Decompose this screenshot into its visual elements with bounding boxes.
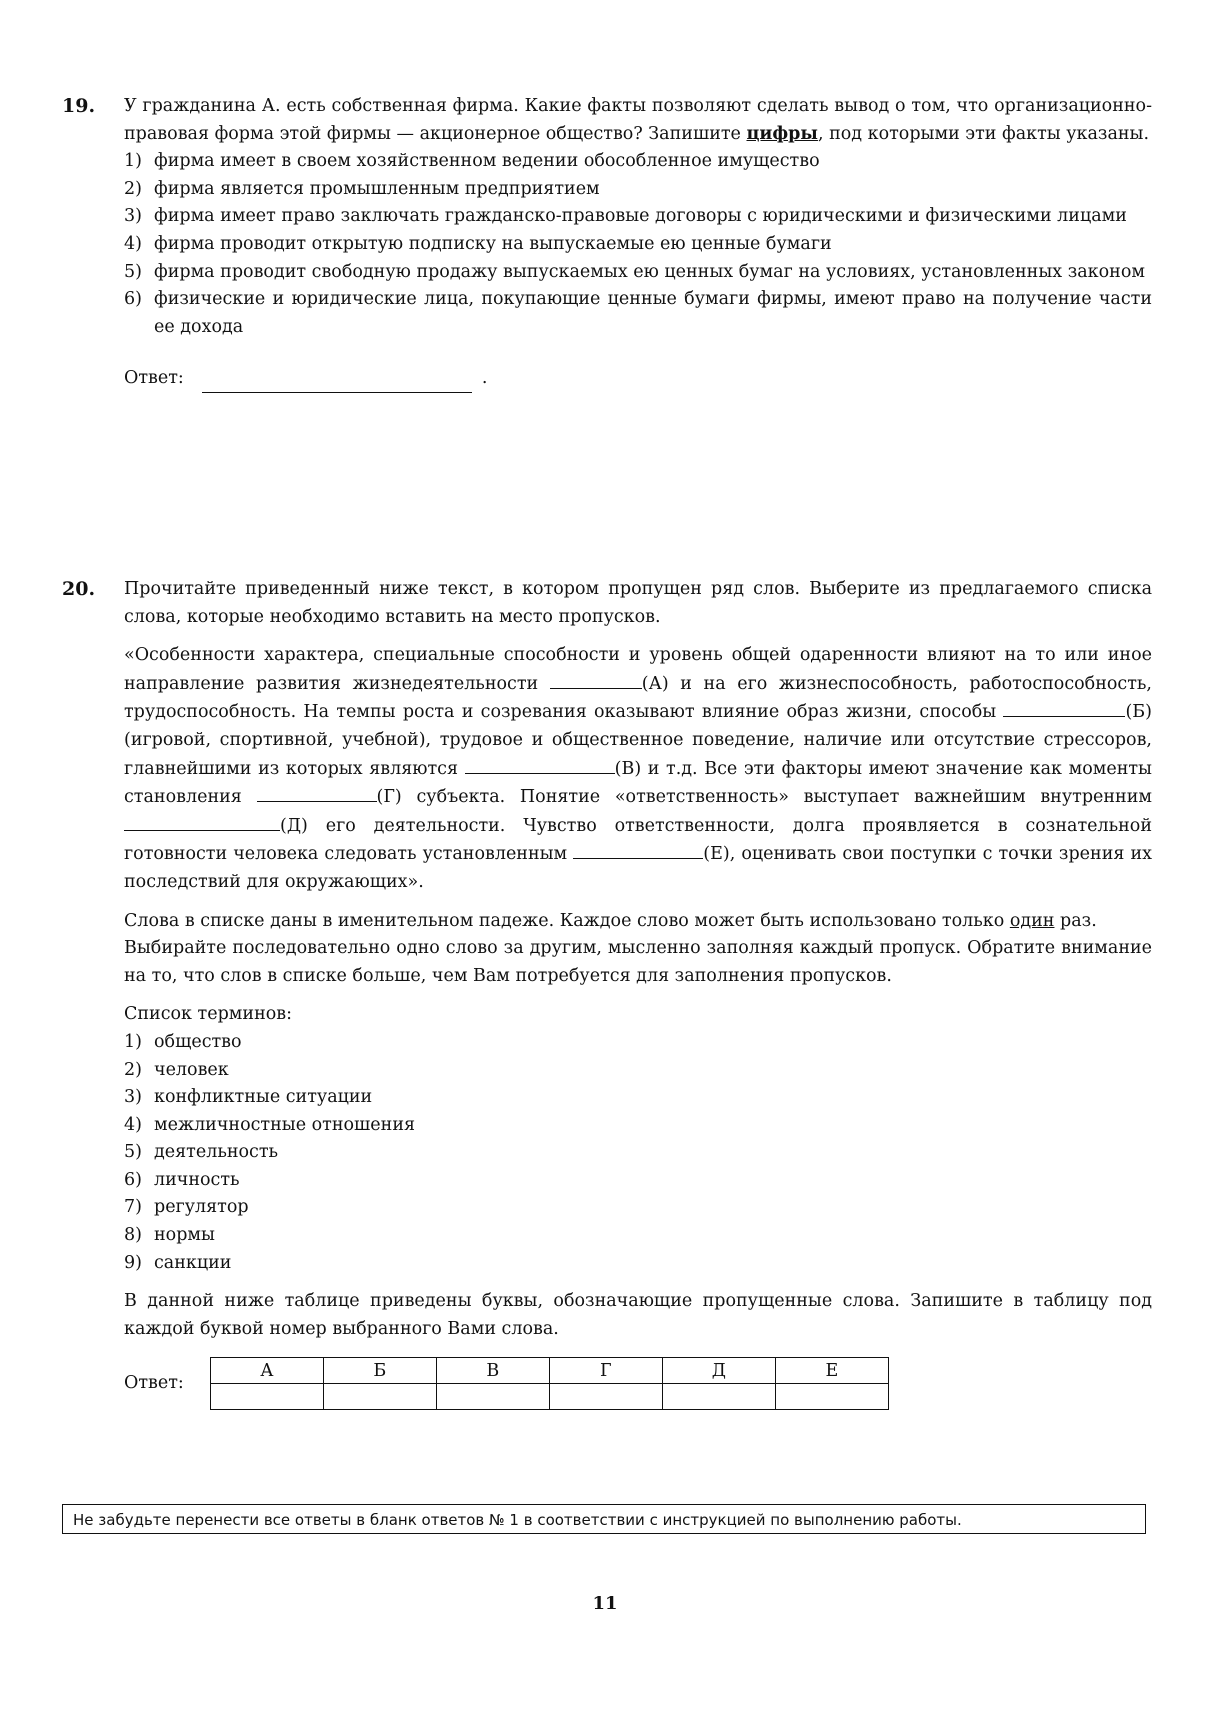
term-number: 5) (124, 1142, 142, 1163)
option-item (124, 231, 1152, 259)
blank-d[interactable] (124, 812, 280, 831)
question-20 (62, 576, 1152, 1410)
term-number: 1) (124, 1031, 142, 1052)
term-item (124, 1029, 1152, 1057)
blank-label: (Е) (703, 844, 730, 865)
answer-table (210, 1357, 889, 1410)
term-item (124, 1250, 1152, 1278)
term-number: 6) (124, 1169, 142, 1190)
option-item (124, 176, 1152, 204)
answer-table-inputs (210, 1384, 888, 1410)
option-number: 2) (124, 178, 142, 199)
term-text: санкции (154, 1252, 232, 1273)
instruction-text: Выбирайте последовательно одно слово за другим, мысленно заполняя каждый пропуск. Обратите внимание на то, что слов в списке больше, чем Вам потребуется для заполнения пропусков. (124, 938, 1152, 986)
answer-label: Ответ: (124, 1373, 184, 1394)
question-19 (62, 93, 1152, 393)
term-item (124, 1057, 1152, 1085)
passage-part: его деятельности. Чувство ответственности, долга проявляется в сознательной готовности человека следовать установленным (124, 815, 1152, 865)
answer-label: Ответ: (124, 368, 184, 389)
answer-cell-g[interactable] (549, 1384, 662, 1410)
answer-dot: . (481, 368, 488, 389)
passage-part: и на его жизнеспособность, работоспособность, трудоспособность. На темпы роста и созревания оказывают влияние образ жизни, способы (124, 673, 1152, 723)
term-number: 7) (124, 1197, 142, 1218)
answer-options (124, 148, 1152, 341)
letter-cell: Д (662, 1358, 775, 1384)
term-number: 8) (124, 1225, 142, 1246)
answer-cell-e[interactable] (775, 1384, 888, 1410)
option-number: 6) (124, 289, 142, 310)
option-number: 3) (124, 206, 142, 227)
term-text: нормы (154, 1225, 215, 1246)
blank-label: (Б) (1125, 702, 1152, 723)
answer-table-row (124, 1357, 1152, 1410)
emphasis-digits: цифры (746, 123, 818, 144)
blank-e[interactable] (573, 840, 703, 859)
page-number: 11 (592, 1593, 618, 1614)
emphasis-once: один (1009, 910, 1055, 931)
letter-cell: А (210, 1358, 323, 1384)
option-text: фирма проводит свободную продажу выпускаемых ею ценных бумаг на условиях, установленных законом (154, 261, 1145, 282)
letter-cell: Г (549, 1358, 662, 1384)
option-text: фирма проводит открытую подписку на выпускаемые ею ценные бумаги (154, 233, 832, 254)
passage-part: , оценивать свои поступки с точки зрения их последствий для окружающих». (124, 844, 1152, 892)
passage-part: субъекта. Понятие «ответственность» выступает важнейшим внутренним (401, 787, 1152, 808)
term-number: 2) (124, 1059, 142, 1080)
passage-part: «Особенности характера, специальные способности и уровень общей одаренности влияют на то или иное направление развития жизнедеятельности (124, 645, 1152, 694)
term-text: человек (154, 1059, 229, 1080)
blank-label: (А) (641, 673, 669, 694)
term-item (124, 1222, 1152, 1250)
option-item (124, 203, 1152, 231)
reminder-notice: Не забудьте перенести все ответы в бланк ответов № 1 в соответствии с инструкцией по выполнению работы. (62, 1504, 1146, 1534)
answer-row (124, 365, 1152, 393)
term-number: 4) (124, 1114, 142, 1135)
option-item (124, 286, 1152, 341)
blank-v[interactable] (465, 755, 615, 774)
instruction-part: Слова в списке даны в именительном падеже. Каждое слово может быть использовано только (124, 910, 1010, 931)
passage-text (124, 642, 1152, 896)
term-item (124, 1084, 1152, 1112)
passage-part: (игровой, спортивной, учебной), трудовое и общественное поведение, наличие или отсутствие стрессоров, главнейшими из которых являются (124, 729, 1152, 779)
answer-cell-v[interactable] (436, 1384, 549, 1410)
question-text-part: У гражданина А. есть собственная фирма. Какие факты позволяют сделать вывод о том, что организационно-правовая форма этой фирмы — акционерное общество? Запишите (124, 96, 1152, 144)
answer-cell-b[interactable] (323, 1384, 436, 1410)
option-text: фирма имеет право заключать гражданско-правовые договоры с юридическими и физическими лицами (154, 206, 1127, 227)
instruction-text (124, 908, 1152, 936)
answer-cell-d[interactable] (662, 1384, 775, 1410)
letter-cell: Б (323, 1358, 436, 1384)
term-item (124, 1139, 1152, 1167)
question-text: Прочитайте приведенный ниже текст, в котором пропущен ряд слов. Выберите из предлагаемого списка слова, которые необходимо вставить на место пропусков. (124, 579, 1152, 627)
answer-table-header (210, 1358, 888, 1384)
term-text: конфликтные ситуации (154, 1087, 373, 1108)
option-text: физические и юридические лица, покупающие ценные бумаги фирмы, имеют право на получение части ее дохода (154, 289, 1152, 337)
option-number: 4) (124, 233, 142, 254)
term-text: деятельность (154, 1142, 279, 1163)
passage-part: и т.д. Все эти факторы имеют значение как моменты становления (124, 758, 1152, 808)
option-number: 1) (124, 151, 142, 172)
blank-label: (Д) (280, 815, 308, 836)
answer-field[interactable] (202, 372, 472, 393)
option-item (124, 148, 1152, 176)
question-number: 19. (62, 95, 96, 117)
term-number: 9) (124, 1252, 142, 1273)
terms-list (124, 1029, 1152, 1277)
term-text: общество (154, 1031, 242, 1052)
blank-label: (Г) (376, 787, 402, 808)
blank-a[interactable] (550, 670, 642, 689)
option-item (124, 259, 1152, 287)
question-text-part: , под которыми эти факты указаны. (817, 123, 1150, 144)
term-text: личность (154, 1169, 240, 1190)
term-item (124, 1167, 1152, 1195)
term-number: 3) (124, 1087, 142, 1108)
terms-title: Список терминов: (124, 1004, 293, 1025)
question-number: 20. (62, 578, 96, 600)
option-text: фирма имеет в своем хозяйственном ведении обособленное имущество (154, 151, 820, 172)
question-text (124, 93, 1152, 148)
blank-label: (В) (614, 758, 642, 779)
letter-cell: Е (775, 1358, 888, 1384)
term-item (124, 1112, 1152, 1140)
term-item (124, 1194, 1152, 1222)
term-text: регулятор (154, 1197, 249, 1218)
answer-cell-a[interactable] (210, 1384, 323, 1410)
option-number: 5) (124, 261, 142, 282)
blank-b[interactable] (1003, 698, 1125, 717)
option-text: фирма является промышленным предприятием (154, 178, 600, 199)
letter-cell: В (436, 1358, 549, 1384)
table-instruction: В данной ниже таблице приведены буквы, обозначающие пропущенные слова. Запишите в таблицу под каждой буквой номер выбранного Вами слова. (124, 1291, 1152, 1339)
instruction-part: раз. (1054, 910, 1097, 931)
blank-g[interactable] (257, 783, 377, 802)
term-text: межличностные отношения (154, 1114, 416, 1135)
